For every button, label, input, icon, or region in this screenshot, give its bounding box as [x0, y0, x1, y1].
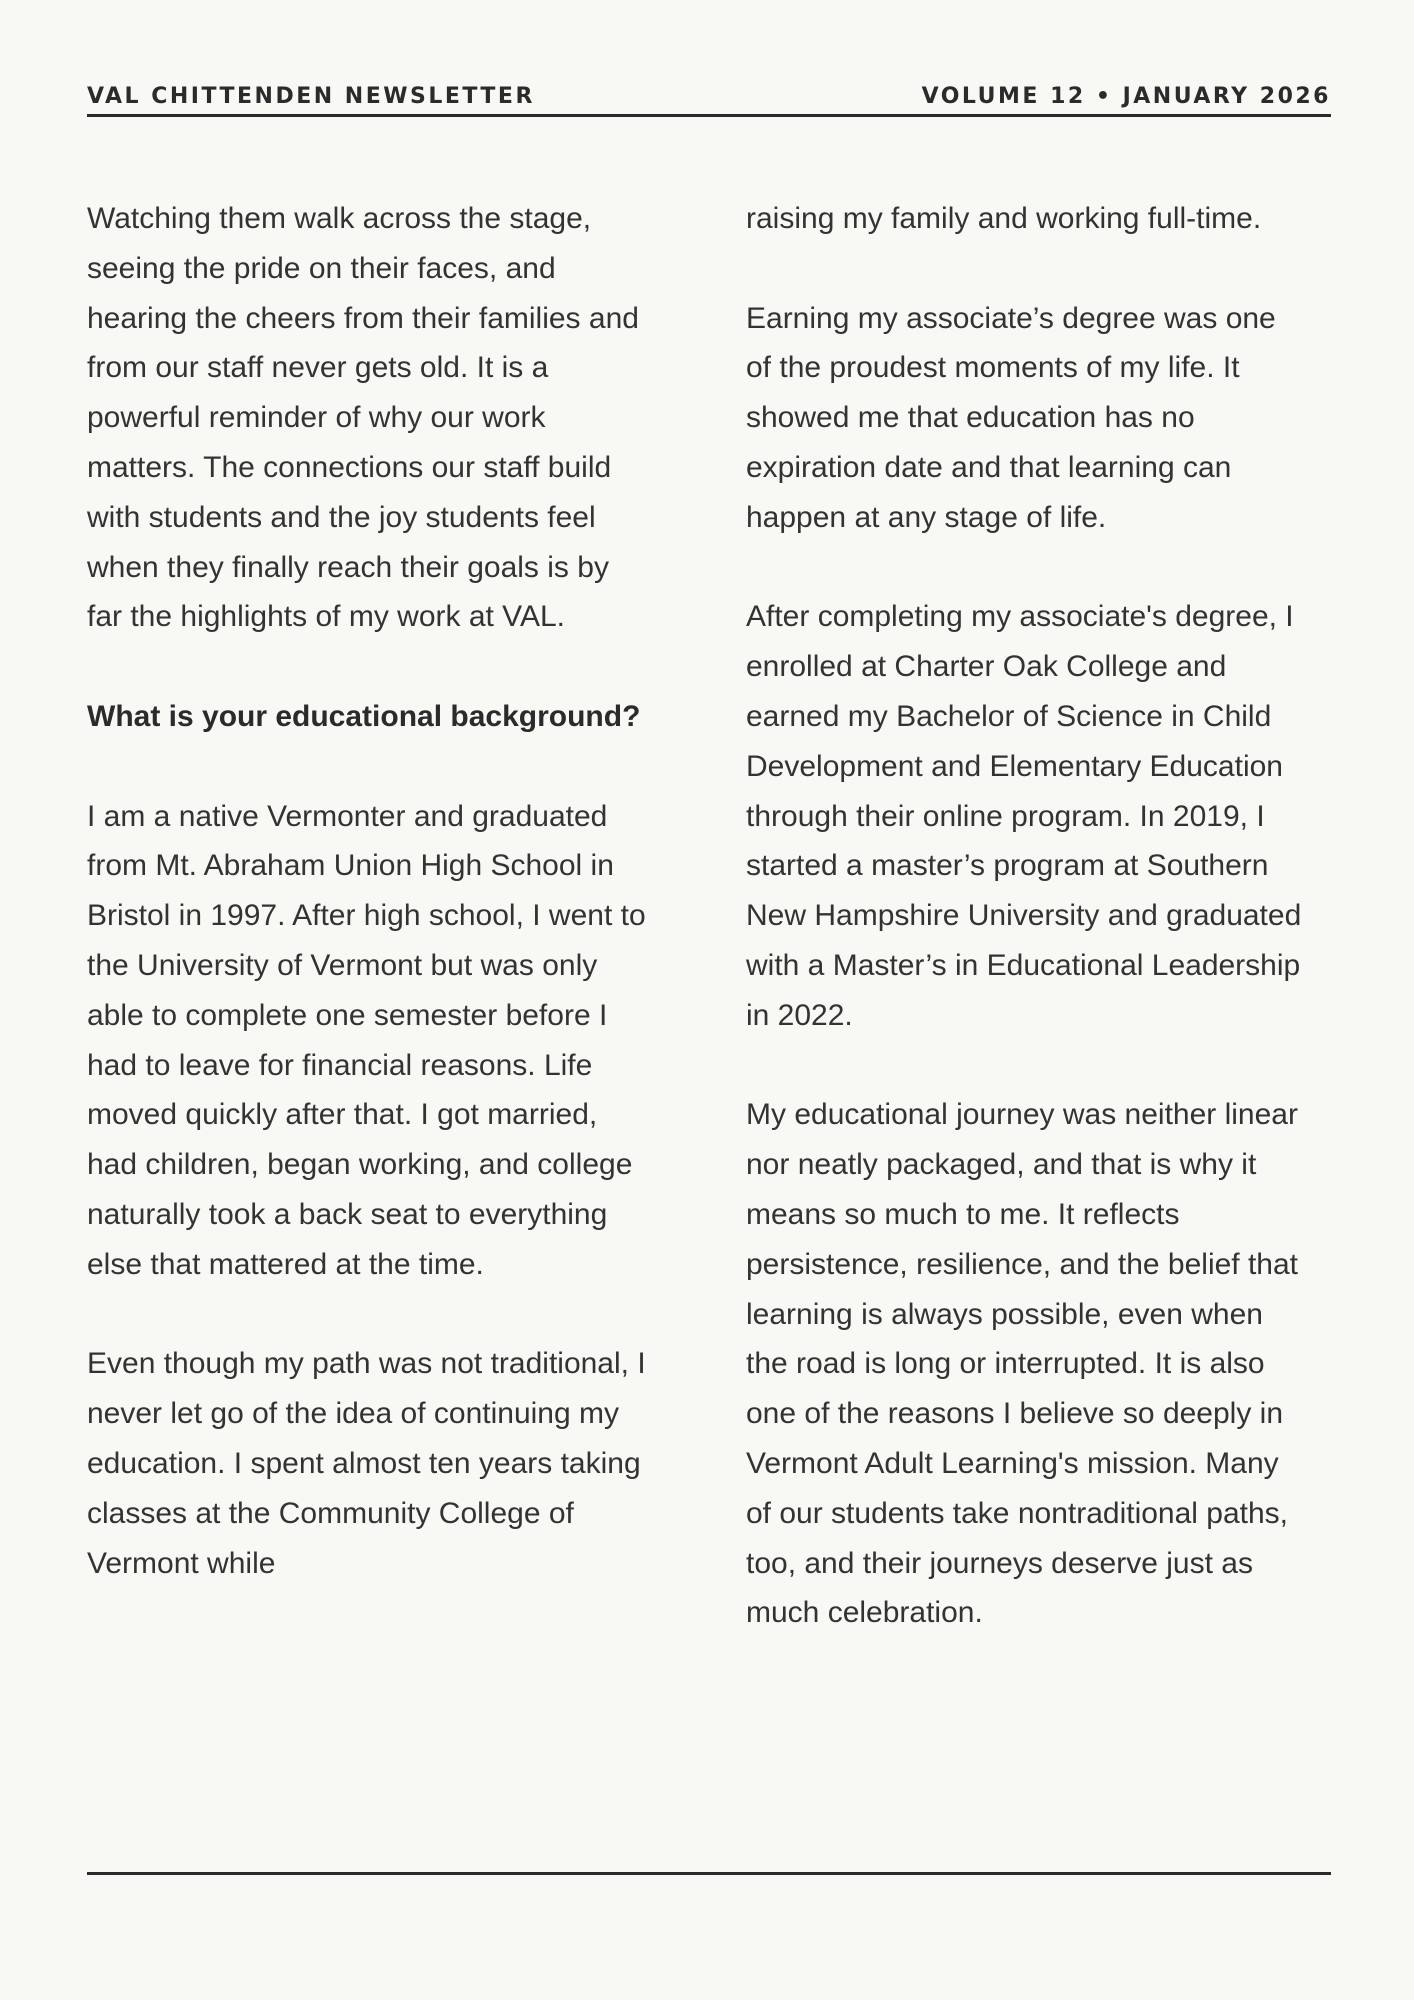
- right-column: [746, 194, 1306, 1638]
- paragraph: My educational journey was neither linear nor neatly packaged, and that is why it means so much to me. It reflects persistence, resilience, and the belief that learning is always possible, even when the road is long or interrupted. It is also one of the reasons I believe so deeply in Vermont Adult Learning's mission. Many of our students take nontraditional paths, too, and their journeys deserve just as much celebration.: [746, 1098, 1298, 1630]
- paragraph: Earning my associate’s degree was one of the proudest moments of my life. It showed me that education has no expiration date and that learning can happen at any stage of life.: [746, 301, 1276, 534]
- interview-question: What is your educational background?: [87, 699, 641, 733]
- issue-info: VOLUME 12 • JANUARY 2026: [921, 84, 1331, 109]
- newsletter-title: VAL CHITTENDEN NEWSLETTER: [87, 84, 535, 109]
- left-column: [87, 194, 647, 1588]
- footer-divider: [87, 1872, 1331, 1875]
- paragraph: Watching them walk across the stage, seeing the pride on their faces, and hearing the cheers from their families and from our staff never gets old. It is a powerful reminder of why our work matters. The connections our staff build with students and the joy students feel when they finally reach their goals is by far the highlights of my work at VAL.: [87, 202, 639, 634]
- paragraph: I am a native Vermonter and graduated from Mt. Abraham Union High School in Bristol in 1997. After high school, I went to the University of Vermont but was only able to complete one semester before I had to leave for financial reasons. Life moved quickly after that. I got married, had children, began working, and college naturally took a back seat to everything else that mattered at the time.: [87, 799, 646, 1281]
- paragraph: Even though my path was not traditional, I never let go of the idea of continuing my education. I spent almost ten years taking classes at the Community College of Vermont while: [87, 1347, 646, 1580]
- newsletter-header: [87, 80, 1331, 117]
- paragraph: After completing my associate's degree, I enrolled at Charter Oak College and earned my Bachelor of Science in Child Development and Elementary Education through their online program. In 2019, I started a master’s program at Southern New Hampshire University and graduated with a Master’s in Educational Leadership in 2022.: [746, 600, 1302, 1032]
- paragraph: raising my family and working full-time.: [746, 202, 1262, 235]
